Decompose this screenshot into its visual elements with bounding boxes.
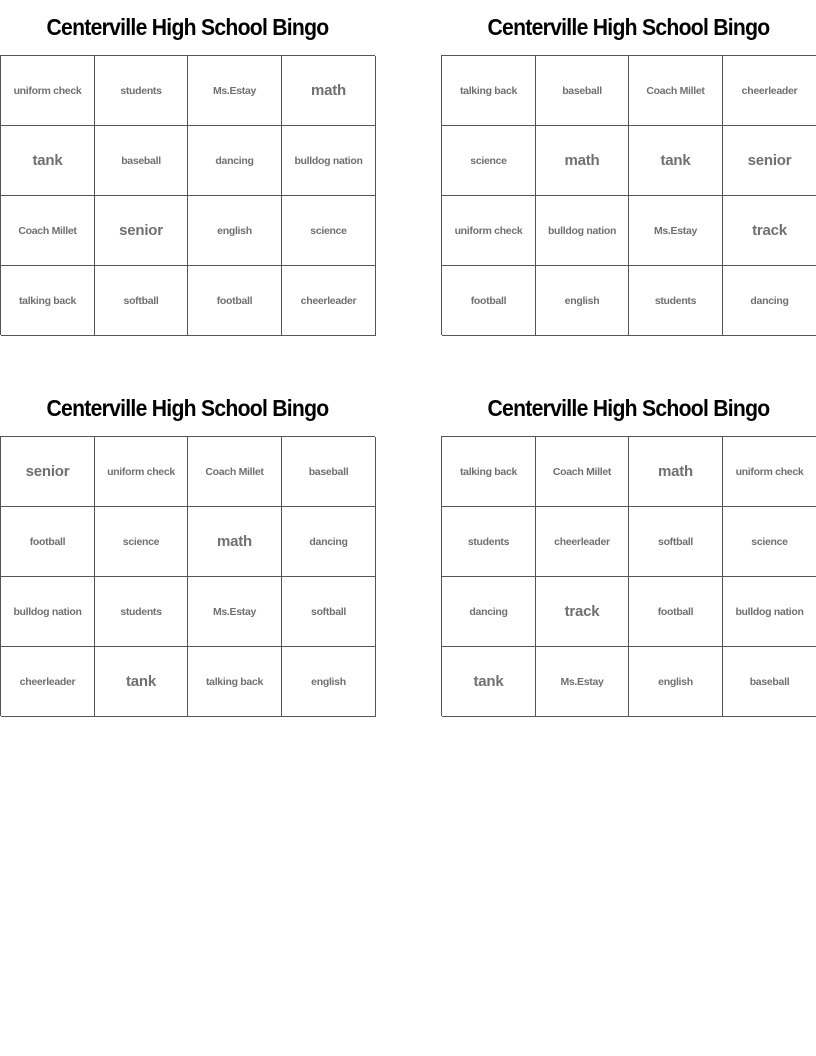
bingo-cell: softball xyxy=(629,507,723,577)
bingo-cell: football xyxy=(188,266,282,336)
bingo-cell: cheerleader xyxy=(1,647,95,717)
bingo-cell: uniform check xyxy=(723,437,816,507)
bingo-cell: Coach Millet xyxy=(629,56,723,126)
bingo-cell: math xyxy=(536,126,629,196)
bingo-cell: Ms.Estay xyxy=(188,577,282,647)
bingo-cell: english xyxy=(188,196,282,266)
bingo-cell: talking back xyxy=(1,266,95,336)
bingo-cell: football xyxy=(1,507,95,577)
bingo-cell: Coach Millet xyxy=(1,196,95,266)
bingo-card xyxy=(0,12,375,307)
bingo-cell: dancing xyxy=(188,126,282,196)
bingo-cell: Ms.Estay xyxy=(188,56,282,126)
card-title: Centerville High School Bingo xyxy=(487,14,770,40)
bingo-cell: students xyxy=(629,266,723,336)
bingo-cell: bulldog nation xyxy=(536,196,629,266)
bingo-cell: senior xyxy=(1,437,95,507)
bingo-cell: science xyxy=(95,507,188,577)
card-title: Centerville High School Bingo xyxy=(46,14,329,40)
bingo-cell: track xyxy=(723,196,816,266)
bingo-cell: Coach Millet xyxy=(536,437,629,507)
bingo-cell: cheerleader xyxy=(282,266,376,336)
bingo-cell: science xyxy=(282,196,376,266)
bingo-cell: cheerleader xyxy=(536,507,629,577)
bingo-cell: english xyxy=(629,647,723,717)
bingo-cell: science xyxy=(442,126,536,196)
bingo-cell: track xyxy=(536,577,629,647)
bingo-card xyxy=(0,393,375,690)
bingo-cell: students xyxy=(95,577,188,647)
bingo-cell: bulldog nation xyxy=(1,577,95,647)
bingo-cell: Ms.Estay xyxy=(536,647,629,717)
bingo-cell: talking back xyxy=(442,437,536,507)
bingo-cell: football xyxy=(442,266,536,336)
bingo-cell: tank xyxy=(1,126,95,196)
bingo-grid xyxy=(441,55,816,335)
bingo-cell: english xyxy=(282,647,376,717)
bingo-card xyxy=(441,12,816,307)
bingo-card xyxy=(441,393,816,690)
bingo-cell: dancing xyxy=(723,266,816,336)
bingo-cell: baseball xyxy=(282,437,376,507)
bingo-cell: bulldog nation xyxy=(282,126,376,196)
bingo-cell: softball xyxy=(282,577,376,647)
bingo-cell: Ms.Estay xyxy=(629,196,723,266)
bingo-cell: baseball xyxy=(536,56,629,126)
bingo-cell: tank xyxy=(629,126,723,196)
bingo-cell: science xyxy=(723,507,816,577)
bingo-cell: bulldog nation xyxy=(723,577,816,647)
bingo-cell: cheerleader xyxy=(723,56,816,126)
bingo-grid xyxy=(0,55,375,335)
bingo-cell: football xyxy=(629,577,723,647)
bingo-cell: dancing xyxy=(282,507,376,577)
card-title: Centerville High School Bingo xyxy=(487,395,770,421)
bingo-cell: talking back xyxy=(188,647,282,717)
bingo-grid xyxy=(441,436,816,716)
bingo-cell: baseball xyxy=(723,647,816,717)
bingo-cell: math xyxy=(282,56,376,126)
bingo-cell: tank xyxy=(442,647,536,717)
bingo-cell: uniform check xyxy=(95,437,188,507)
bingo-cell: tank xyxy=(95,647,188,717)
bingo-cell: senior xyxy=(95,196,188,266)
bingo-cell: students xyxy=(95,56,188,126)
bingo-cell: math xyxy=(188,507,282,577)
bingo-cell: softball xyxy=(95,266,188,336)
bingo-cell: uniform check xyxy=(442,196,536,266)
bingo-cell: english xyxy=(536,266,629,336)
bingo-cell: dancing xyxy=(442,577,536,647)
bingo-cell: math xyxy=(629,437,723,507)
bingo-cell: senior xyxy=(723,126,816,196)
bingo-cell: baseball xyxy=(95,126,188,196)
card-title: Centerville High School Bingo xyxy=(46,395,329,421)
bingo-cell: students xyxy=(442,507,536,577)
bingo-cell: talking back xyxy=(442,56,536,126)
bingo-cell: uniform check xyxy=(1,56,95,126)
bingo-grid xyxy=(0,436,375,716)
bingo-cell: Coach Millet xyxy=(188,437,282,507)
